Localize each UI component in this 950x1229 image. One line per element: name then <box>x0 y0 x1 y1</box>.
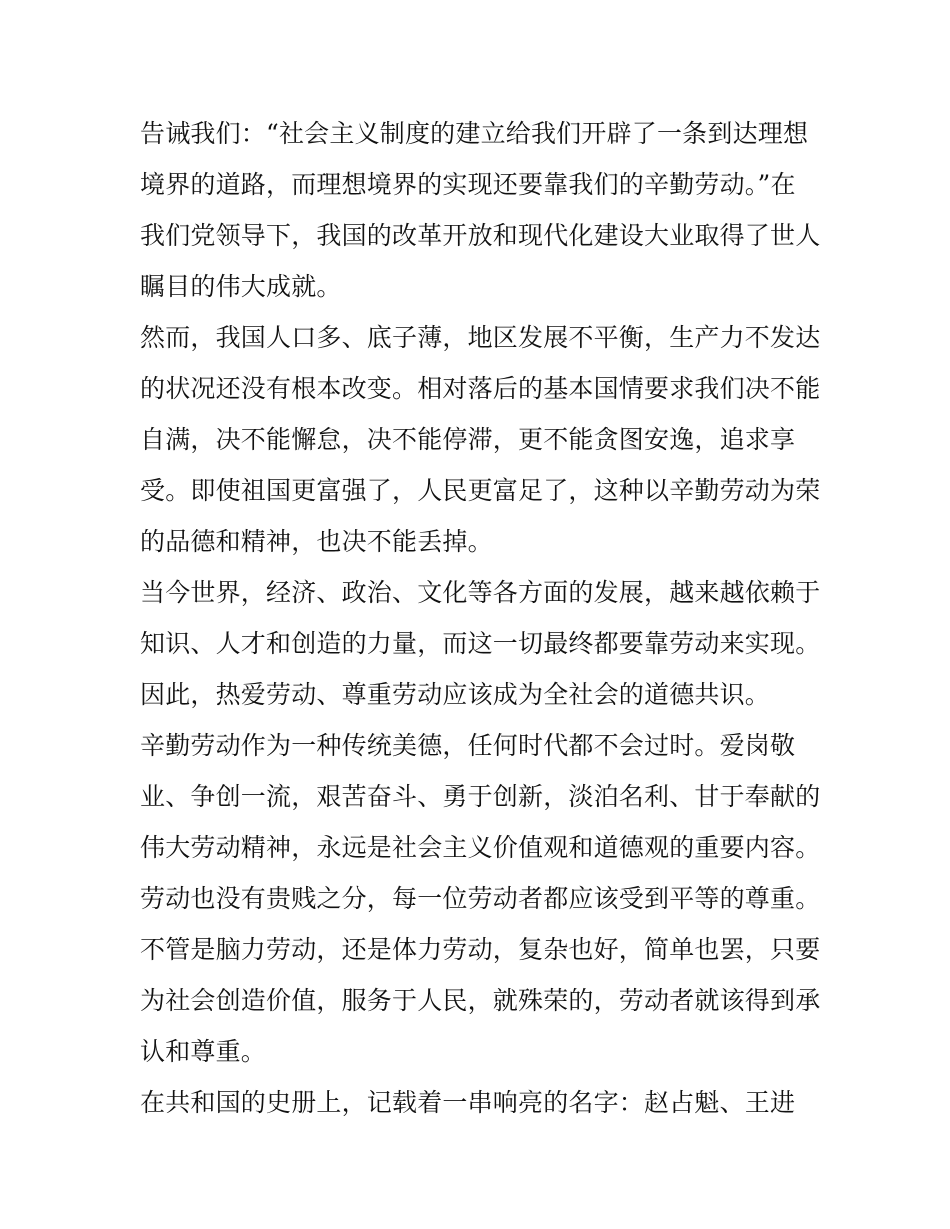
document-body <box>140 108 820 1128</box>
text-line: 为社会创造价值，服务于人民，就殊荣的，劳动者就该得到承 <box>140 986 821 1015</box>
text-line: 自满，决不能懈怠，决不能停滞，更不能贪图安逸，追求享 <box>140 425 796 454</box>
text-line: 的状况还没有根本改变。相对落后的基本国情要求我们决不能 <box>140 374 821 403</box>
text-line: 瞩目的伟大成就。 <box>140 272 342 301</box>
text-line: 告诫我们：“社会主义制度的建立给我们开辟了一条到达理想 <box>140 119 809 148</box>
text-line: 劳动也没有贵贱之分，每一位劳动者都应该受到平等的尊重。 <box>140 884 821 913</box>
text-line: 伟大劳动精神，永远是社会主义价值观和道德观的重要内容。 <box>140 833 821 862</box>
text-line: 的品德和精神，也决不能丢掉。 <box>140 527 493 556</box>
text-line: 因此，热爱劳动、尊重劳动应该成为全社会的道德共识。 <box>140 680 771 709</box>
text-line: 然而，我国人口多、底子薄，地区发展不平衡，生产力不发达 <box>140 323 821 352</box>
text-line: 在共和国的史册上，记载着一串响亮的名字：赵占魁、王进 <box>140 1088 796 1117</box>
text-line: 境界的道路，而理想境界的实现还要靠我们的辛勤劳动。”在 <box>140 170 796 199</box>
text-line: 业、争创一流，艰苦奋斗、勇于创新，淡泊名利、甘于奉献的 <box>140 782 821 811</box>
text-line: 不管是脑力劳动，还是体力劳动，复杂也好，简单也罢，只要 <box>140 935 821 964</box>
text-line: 辛勤劳动作为一种传统美德，任何时代都不会过时。爱岗敬 <box>140 731 796 760</box>
text-line: 受。即使祖国更富强了，人民更富足了，这种以辛勤劳动为荣 <box>140 476 821 505</box>
text-line: 当今世界，经济、政治、文化等各方面的发展，越来越依赖于 <box>140 578 821 607</box>
text-line: 知识、人才和创造的力量，而这一切最终都要靠劳动来实现。 <box>140 629 821 658</box>
text-line: 我们党领导下，我国的改革开放和现代化建设大业取得了世人 <box>140 221 821 250</box>
text-line: 认和尊重。 <box>140 1037 267 1066</box>
